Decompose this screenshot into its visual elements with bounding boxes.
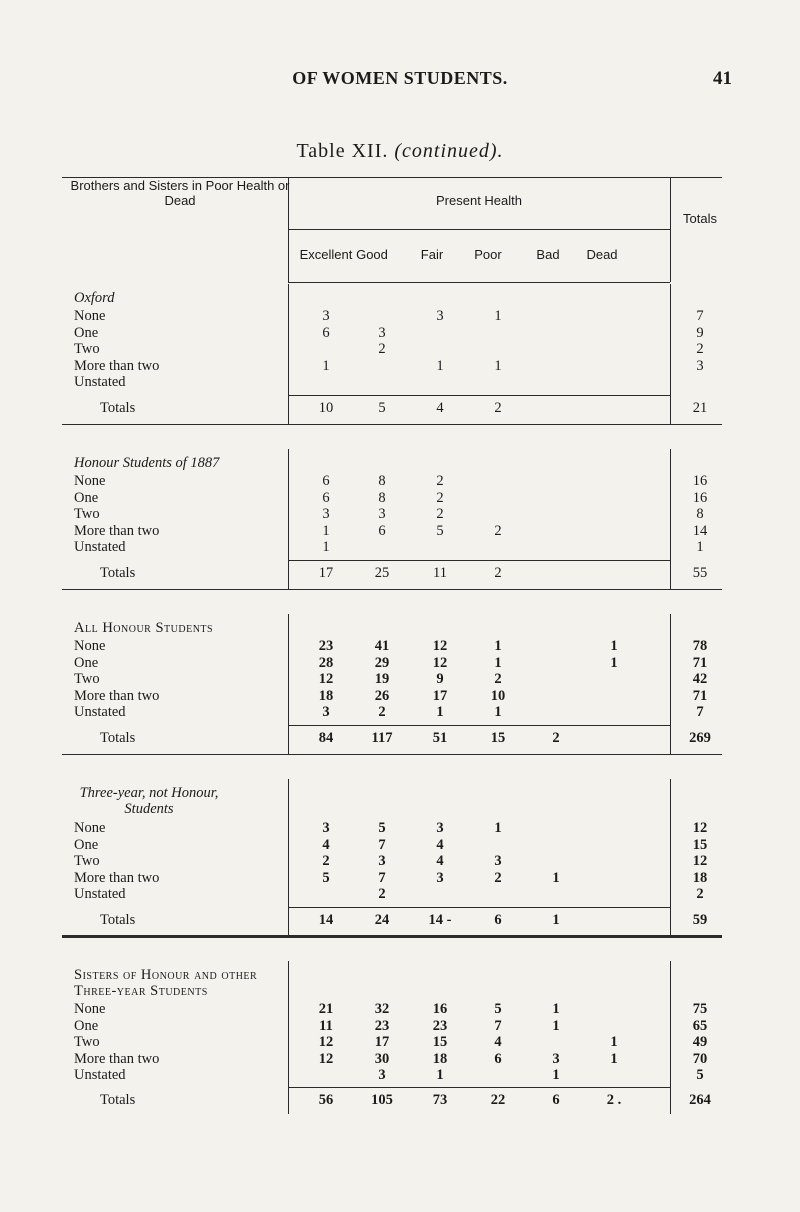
totals-label: Totals (100, 730, 136, 746)
row-label: None (74, 473, 106, 489)
cell-poor: 2 (494, 565, 502, 581)
cell-total: 71 (692, 654, 708, 671)
cell-poor: 1 (494, 820, 502, 836)
row-label: More than two (74, 1050, 160, 1067)
cell-total: 2 (696, 886, 704, 903)
table-row (0, 655, 800, 673)
totals-rule (288, 907, 670, 908)
stub-divider (288, 449, 289, 589)
stub-header: Brothers and Sisters in Poor Health or Dead (70, 178, 290, 208)
cell-fair: 2 (436, 473, 444, 489)
table-row (0, 638, 800, 656)
cell-total: 49 (692, 1034, 708, 1051)
table-row (0, 1051, 800, 1069)
cell-excellent: 6 (322, 324, 330, 341)
cell-total: 9 (696, 324, 704, 341)
totals-label: Totals (100, 1092, 136, 1108)
cell-excellent: 14 (318, 912, 334, 928)
cell-good: 5 (378, 400, 386, 416)
cell-fair: 4 (436, 836, 444, 853)
cell-good: 26 (374, 687, 390, 704)
table-row (0, 1018, 800, 1036)
cell-bad: 1 (552, 1067, 560, 1084)
cell-fair: 73 (432, 1092, 448, 1108)
col-poor-header: Poor (474, 247, 502, 262)
totals-label: Totals (100, 400, 136, 416)
cell-fair: 4 (436, 853, 444, 870)
totals-header: Totals (683, 211, 717, 226)
cell-fair: 5 (436, 522, 444, 539)
cell-good: 8 (378, 489, 386, 506)
totals-label: Totals (100, 912, 136, 928)
cell-total: 75 (692, 1001, 708, 1017)
totals-row (0, 1092, 800, 1110)
cell-fair: 1 (436, 704, 444, 721)
cell-fair: 9 (436, 671, 444, 688)
totals-rule (288, 725, 670, 726)
row-label: None (74, 308, 106, 324)
totals-divider (670, 779, 671, 935)
cell-poor: 1 (494, 357, 502, 374)
cell-total: 18 (692, 869, 708, 886)
totals-divider (670, 284, 671, 424)
table-row (0, 341, 800, 359)
row-label: Two (74, 671, 100, 688)
cell-excellent: 17 (318, 565, 334, 581)
row-label: Unstated (74, 539, 126, 556)
cell-poor: 2 (494, 522, 502, 539)
cell-bad: 3 (552, 1050, 560, 1067)
cell-total: 5 (696, 1067, 704, 1084)
cell-poor: 6 (494, 1050, 502, 1067)
cell-good: 2 (378, 341, 386, 358)
table-row (0, 820, 800, 838)
row-label: None (74, 820, 106, 836)
cell-bad: 2 (552, 730, 560, 746)
cell-poor: 10 (490, 687, 506, 704)
cell-fair: 12 (432, 654, 448, 671)
section-title: Sisters of Honour and other Three-year Students (74, 967, 258, 999)
row-label: One (74, 836, 99, 853)
cell-excellent: 10 (318, 400, 334, 416)
cell-bad: 1 (552, 912, 560, 928)
cell-fair: 3 (436, 308, 444, 324)
cell-total: 21 (692, 400, 708, 416)
cell-excellent: 3 (322, 308, 330, 324)
cell-excellent: 11 (319, 1017, 333, 1034)
row-label: Unstated (74, 704, 126, 721)
cell-good: 19 (374, 671, 390, 688)
table-row (0, 853, 800, 871)
row-label: Two (74, 506, 100, 523)
table-row (0, 870, 800, 888)
cell-fair: 2 (436, 506, 444, 523)
table-row (0, 1001, 800, 1019)
cell-good: 32 (374, 1001, 390, 1017)
col-good-header: Good (356, 247, 388, 262)
cell-total: 7 (696, 308, 704, 324)
table-row (0, 704, 800, 722)
cell-fair: 12 (432, 638, 448, 654)
table-row (0, 473, 800, 491)
totals-row (0, 912, 800, 930)
row-label: More than two (74, 687, 160, 704)
cell-excellent: 56 (318, 1092, 334, 1108)
cell-dead: 1 (610, 638, 618, 654)
cell-good: 41 (374, 638, 390, 654)
cell-poor: 2 (494, 400, 502, 416)
cell-bad: 1 (552, 869, 560, 886)
section-title: Three-year, not Honour, Students (79, 785, 219, 817)
row-label: Unstated (74, 374, 126, 391)
section-separator (62, 589, 722, 590)
cell-good: 7 (378, 869, 386, 886)
cell-poor: 1 (494, 704, 502, 721)
row-label: Unstated (74, 886, 126, 903)
cell-total: 12 (692, 820, 708, 836)
cell-fair: 2 (436, 489, 444, 506)
cell-fair: 3 (436, 820, 444, 836)
cell-good: 3 (378, 853, 386, 870)
cell-poor: 1 (494, 654, 502, 671)
cell-poor: 6 (494, 912, 502, 928)
cell-fair: 18 (432, 1050, 448, 1067)
table-row (0, 688, 800, 706)
cell-total: 1 (696, 539, 704, 556)
cell-total: 71 (692, 687, 708, 704)
cell-good: 3 (378, 324, 386, 341)
cell-good: 7 (378, 836, 386, 853)
cell-fair: 3 (436, 869, 444, 886)
cell-fair: 51 (432, 730, 448, 746)
cell-good: 5 (378, 820, 386, 836)
cell-dead: 1 (610, 1050, 618, 1067)
cell-good: 105 (371, 1092, 393, 1108)
row-label: None (74, 1001, 106, 1017)
stub-divider (288, 779, 289, 935)
running-title: OF WOMEN STUDENTS. (292, 68, 508, 88)
table-row (0, 1034, 800, 1052)
cell-excellent: 28 (318, 654, 334, 671)
cell-fair: 15 (432, 1034, 448, 1051)
cell-dead: 2 . (606, 1092, 622, 1108)
row-label: Two (74, 853, 100, 870)
row-label: More than two (74, 357, 160, 374)
row-label: One (74, 654, 99, 671)
cell-total: 42 (692, 671, 708, 688)
section-separator (62, 935, 722, 938)
cell-bad: 1 (552, 1001, 560, 1017)
row-label: More than two (74, 869, 160, 886)
cell-excellent: 12 (318, 1050, 334, 1067)
cell-fair: 14 - (428, 912, 452, 928)
cell-poor: 4 (494, 1034, 502, 1051)
col-excellent-header: Excellent (299, 247, 353, 262)
row-label: Two (74, 341, 100, 358)
table-row (0, 1067, 800, 1085)
cell-poor: 3 (494, 853, 502, 870)
table-row (0, 539, 800, 557)
cell-excellent: 3 (322, 506, 330, 523)
cell-excellent: 23 (318, 638, 334, 654)
table-row (0, 325, 800, 343)
page-number: 41 (713, 68, 732, 89)
cell-good: 17 (374, 1034, 390, 1051)
row-label: Two (74, 1034, 100, 1051)
cell-total: 12 (692, 853, 708, 870)
table-row (0, 374, 800, 392)
stub-divider (288, 961, 289, 1114)
cell-good: 29 (374, 654, 390, 671)
totals-divider (670, 177, 671, 282)
cell-total: 14 (692, 522, 708, 539)
cell-fair: 4 (436, 400, 444, 416)
cell-total: 15 (692, 836, 708, 853)
totals-divider (670, 449, 671, 589)
totals-divider (670, 961, 671, 1114)
cell-good: 117 (371, 730, 393, 746)
cell-total: 264 (689, 1092, 711, 1108)
table-row (0, 308, 800, 326)
cell-poor: 2 (494, 869, 502, 886)
header-bottom-rule (288, 282, 670, 283)
row-label: One (74, 324, 99, 341)
cell-excellent: 12 (318, 1034, 334, 1051)
cell-excellent: 21 (318, 1001, 334, 1017)
cell-excellent: 1 (322, 522, 330, 539)
cell-total: 70 (692, 1050, 708, 1067)
cell-fair: 17 (432, 687, 448, 704)
cell-good: 23 (374, 1017, 390, 1034)
cell-excellent: 6 (322, 489, 330, 506)
cell-excellent: 5 (322, 869, 330, 886)
cell-good: 30 (374, 1050, 390, 1067)
cell-total: 2 (696, 341, 704, 358)
totals-rule (288, 395, 670, 396)
col-fair-header: Fair (420, 247, 444, 262)
table-title (0, 140, 800, 163)
cell-fair: 16 (432, 1001, 448, 1017)
table-row (0, 358, 800, 376)
table-row (0, 671, 800, 689)
totals-rule (288, 1087, 670, 1088)
stub-divider (288, 614, 289, 754)
totals-divider (670, 614, 671, 754)
table-row (0, 523, 800, 541)
cell-poor: 5 (494, 1001, 502, 1017)
cell-poor: 22 (490, 1092, 506, 1108)
cell-good: 8 (378, 473, 386, 489)
cell-bad: 1 (552, 1017, 560, 1034)
section-separator (62, 424, 722, 425)
table-row (0, 886, 800, 904)
table-title-main: Table XII. (296, 140, 389, 162)
cell-poor: 15 (490, 730, 506, 746)
cell-total: 269 (689, 730, 711, 746)
row-label: None (74, 638, 106, 654)
totals-row (0, 400, 800, 418)
cell-dead: 1 (610, 1034, 618, 1051)
cell-total: 7 (696, 704, 704, 721)
cell-bad: 6 (552, 1092, 560, 1108)
section-title: Oxford (74, 290, 115, 306)
cell-excellent: 1 (322, 357, 330, 374)
cell-total: 55 (692, 565, 708, 581)
cell-excellent: 6 (322, 473, 330, 489)
cell-excellent: 1 (322, 539, 330, 556)
table-title-sub: (continued). (394, 140, 504, 162)
cell-poor: 2 (494, 671, 502, 688)
row-label: More than two (74, 522, 160, 539)
present-health-header: Present Health (436, 193, 522, 208)
cell-fair: 23 (432, 1017, 448, 1034)
cell-dead: 1 (610, 654, 618, 671)
cell-excellent: 84 (318, 730, 334, 746)
cell-fair: 1 (436, 357, 444, 374)
totals-label: Totals (100, 565, 136, 581)
page-header (0, 68, 800, 94)
row-label: One (74, 489, 99, 506)
row-label: Unstated (74, 1067, 126, 1084)
totals-row (0, 730, 800, 748)
cell-good: 2 (378, 886, 386, 903)
cell-total: 16 (692, 489, 708, 506)
table-row (0, 837, 800, 855)
col-bad-header: Bad (536, 247, 560, 262)
section-separator (62, 754, 722, 755)
totals-rule (288, 560, 670, 561)
cell-excellent: 4 (322, 836, 330, 853)
cell-total: 78 (692, 638, 708, 654)
section-title: All Honour Students (74, 620, 214, 636)
row-label: One (74, 1017, 99, 1034)
cell-excellent: 12 (318, 671, 334, 688)
cell-total: 3 (696, 357, 704, 374)
cell-good: 3 (378, 506, 386, 523)
cell-poor: 1 (494, 638, 502, 654)
section-title: Honour Students of 1887 (74, 455, 220, 471)
cell-total: 65 (692, 1017, 708, 1034)
cell-good: 25 (374, 565, 390, 581)
cell-excellent: 3 (322, 820, 330, 836)
cell-good: 24 (374, 912, 390, 928)
cell-poor: 7 (494, 1017, 502, 1034)
table-row (0, 506, 800, 524)
table-row (0, 490, 800, 508)
cell-excellent: 18 (318, 687, 334, 704)
cell-good: 3 (378, 1067, 386, 1084)
totals-row (0, 565, 800, 583)
cell-total: 16 (692, 473, 708, 489)
cell-good: 2 (378, 704, 386, 721)
group-rule (288, 229, 670, 230)
cell-total: 8 (696, 506, 704, 523)
cell-total: 59 (692, 912, 708, 928)
cell-excellent: 3 (322, 704, 330, 721)
cell-fair: 11 (433, 565, 447, 581)
cell-good: 6 (378, 522, 386, 539)
cell-poor: 1 (494, 308, 502, 324)
stub-divider (288, 284, 289, 424)
cell-fair: 1 (436, 1067, 444, 1084)
cell-excellent: 2 (322, 853, 330, 870)
col-dead-header: Dead (586, 247, 618, 262)
